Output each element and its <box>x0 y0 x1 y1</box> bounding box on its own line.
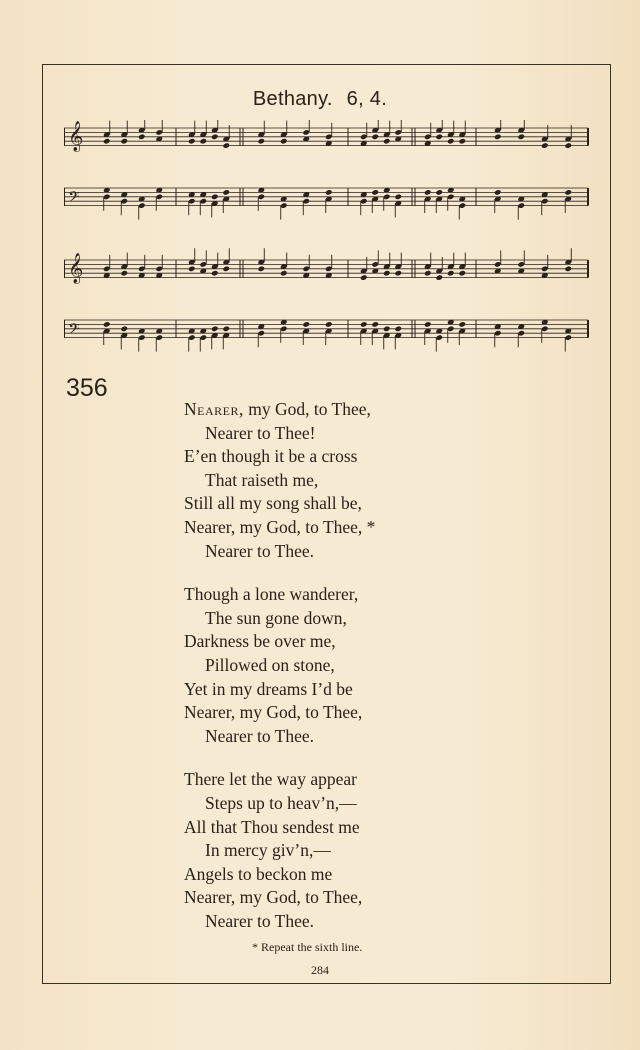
note-head <box>257 266 265 273</box>
note-head <box>325 189 333 196</box>
note-head <box>103 321 111 328</box>
note-head <box>199 138 207 145</box>
note-head <box>120 138 128 145</box>
verse-line: That raiseth me, <box>205 469 319 490</box>
note-head <box>222 142 230 149</box>
note-head <box>211 194 219 201</box>
note-head <box>435 274 443 281</box>
music-score <box>64 120 594 370</box>
verse-line: In mercy giv’n,— <box>205 840 331 861</box>
note-head <box>564 189 572 196</box>
stanza-2 <box>184 583 584 748</box>
verse-line: Steps up to heav’n,— <box>205 792 357 813</box>
note-head <box>222 189 230 196</box>
note-head <box>394 326 402 333</box>
verse-line: Nearer to Thee. <box>205 540 314 561</box>
bass-clef-icon: 𝄢 <box>68 320 80 342</box>
note-head <box>371 321 379 328</box>
note-head <box>120 326 128 333</box>
note-head <box>564 142 572 149</box>
note-head <box>222 266 230 273</box>
note-head <box>541 142 549 149</box>
note-head <box>325 321 333 328</box>
footnote: * Repeat the sixth line. <box>252 940 363 954</box>
note-head <box>103 138 111 145</box>
hymn-number: 356 <box>66 374 108 402</box>
note-head <box>435 134 443 141</box>
note-head <box>494 134 502 141</box>
note-head <box>458 138 466 145</box>
note-head <box>517 134 525 141</box>
verse-line: Though a lone wanderer, <box>184 584 359 605</box>
verse-line: Yet in my dreams I’d be <box>184 678 353 699</box>
note-head <box>494 189 502 196</box>
verse-line: Pillowed on stone, <box>205 654 335 675</box>
verse-line: Nearer to Thee. <box>205 725 314 746</box>
tune-heading <box>0 88 640 111</box>
treble-clef-icon: 𝄞 <box>68 253 84 284</box>
note-head <box>458 270 466 277</box>
treble-clef-icon: 𝄞 <box>68 121 84 152</box>
note-head <box>424 189 432 196</box>
verse-line: There let the way appear <box>184 769 357 790</box>
note-head <box>394 194 402 201</box>
verse-line: Nearer to Thee! <box>205 422 316 443</box>
note-head <box>424 321 432 328</box>
note-head <box>188 138 196 145</box>
note-head <box>302 321 310 328</box>
note-head <box>383 138 391 145</box>
stanza-3 <box>184 768 584 933</box>
note-head <box>424 270 432 277</box>
bass-clef-icon: 𝄢 <box>68 188 80 210</box>
note-head <box>458 321 466 328</box>
note-head <box>211 326 219 333</box>
system-2-bass-staff <box>64 319 588 352</box>
tune-meter: 6, 4. <box>346 88 388 110</box>
page-number: 284 <box>311 963 329 977</box>
verse-line: Nearer to Thee. <box>205 910 314 931</box>
note-head <box>280 270 288 277</box>
verse-line: Darkness be over me, <box>184 631 336 652</box>
note-head <box>257 138 265 145</box>
verse-line: Nearer, my God, to Thee, <box>184 887 363 908</box>
note-head <box>211 270 219 277</box>
note-head <box>371 189 379 196</box>
note-head <box>447 138 455 145</box>
note-head <box>211 134 219 141</box>
verse-line: Still all my song shall be, <box>184 493 362 514</box>
note-head <box>394 270 402 277</box>
tune-name: Bethany. <box>252 88 333 110</box>
system-1-bass-staff <box>64 187 588 220</box>
note-head <box>564 266 572 273</box>
note-head <box>383 326 391 333</box>
note-head <box>280 138 288 145</box>
stanza-1 <box>184 398 584 563</box>
note-head <box>371 134 379 141</box>
verse-line: E’en though it be a cross <box>184 446 358 467</box>
note-head <box>383 270 391 277</box>
note-head <box>120 270 128 277</box>
note-head <box>360 274 368 281</box>
verse-line: The sun gone down, <box>205 607 347 628</box>
note-head <box>360 321 368 328</box>
verse-line: Nearer, my God, to Thee, <box>184 702 363 723</box>
note-head <box>447 270 455 277</box>
note-head <box>138 134 146 141</box>
verse-line: Nearer, my God, to Thee, <box>184 399 371 419</box>
verse-line: All that Thou sendest me <box>184 816 360 837</box>
hymn-verses <box>184 398 584 953</box>
verse-line: Angels to beckon me <box>184 863 333 884</box>
verse-line: Nearer, my God, to Thee, * <box>184 516 376 537</box>
note-head <box>188 266 196 273</box>
note-head <box>222 326 230 333</box>
note-head <box>435 189 443 196</box>
